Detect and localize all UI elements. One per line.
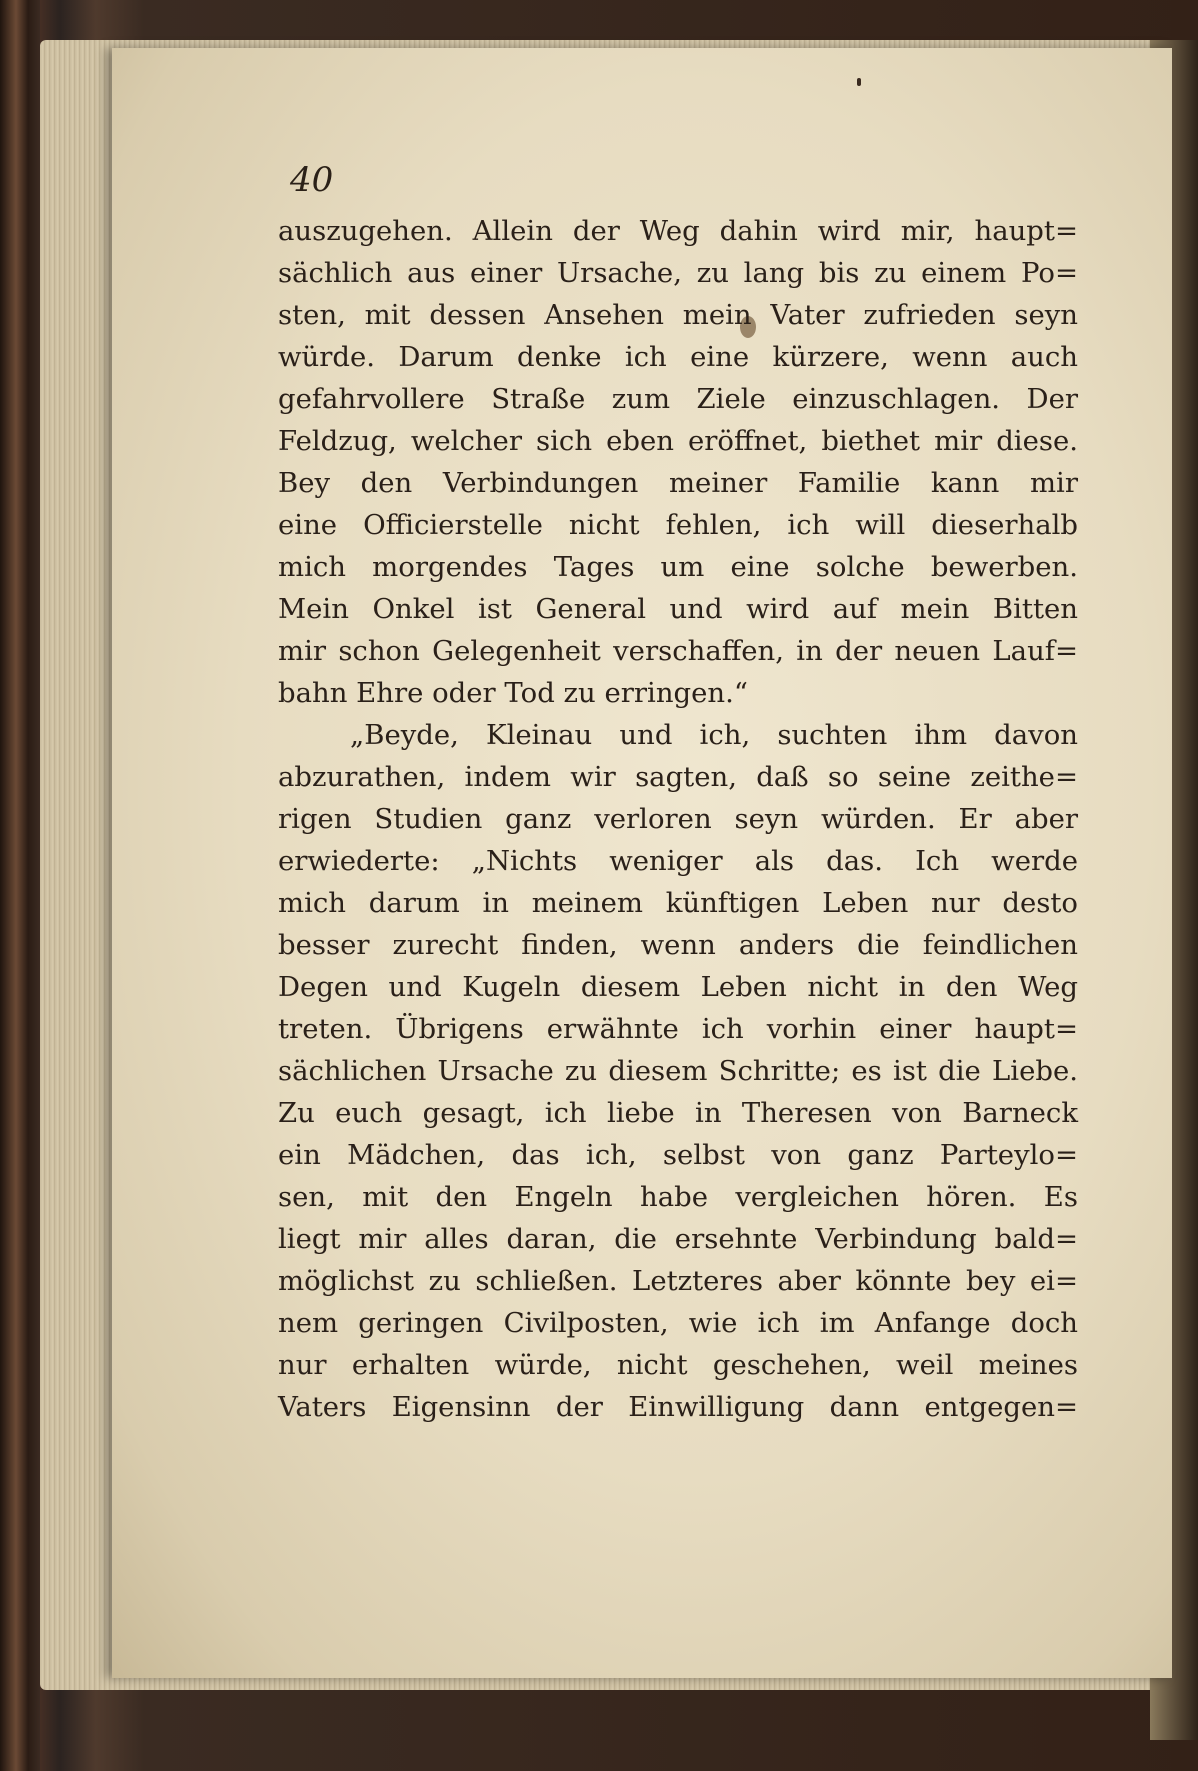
text-line: auszugehen. Allein der Weg dahin wird mir, haupt= <box>278 215 1078 247</box>
text-line: nur erhalten würde, nicht geschehen, weil meines <box>278 1349 1078 1381</box>
text-line: rigen Studien ganz verloren seyn würden. Er aber <box>278 803 1078 835</box>
text-line: Zu euch gesagt, ich liebe in Theresen von Barneck <box>278 1097 1078 1129</box>
text-line: mir schon Gelegenheit verschaffen, in der neuen Lauf= <box>278 635 1078 667</box>
text-line: mich morgendes Tages um eine solche bewerben. <box>278 551 1078 583</box>
text-line: mich darum in meinem künftigen Leben nur desto <box>278 887 1078 919</box>
text-line: Bey den Verbindungen meiner Familie kann mir <box>278 467 1078 499</box>
text-line: Vaters Eigensinn der Einwilligung dann entgegen= <box>278 1391 1078 1423</box>
text-line: sten, mit dessen Ansehen mein Vater zufrieden seyn <box>278 299 1078 331</box>
text-line: besser zurecht finden, wenn anders die feindlichen <box>278 929 1078 961</box>
page-number: 40 <box>290 160 334 200</box>
text-line: ein Mädchen, das ich, selbst von ganz Parteylo= <box>278 1139 1078 1171</box>
text-line: sächlich aus einer Ursache, zu lang bis zu einem Po= <box>278 257 1078 289</box>
text-line: sächlichen Ursache zu diesem Schritte; es ist die Liebe. <box>278 1055 1078 1087</box>
text-line: sen, mit den Engeln habe vergleichen hören. Es <box>278 1181 1078 1213</box>
text-line: treten. Übrigens erwähnte ich vorhin einer haupt= <box>278 1013 1078 1045</box>
text-line: liegt mir alles daran, die ersehnte Verbindung bald= <box>278 1223 1078 1255</box>
page-text <box>278 210 1078 1428</box>
text-line: möglichst zu schließen. Letzteres aber könnte bey ei= <box>278 1265 1078 1297</box>
text-line: Feldzug, welcher sich eben eröffnet, biethet mir diese. <box>278 425 1078 457</box>
text-line: Degen und Kugeln diesem Leben nicht in den Weg <box>278 971 1078 1003</box>
text-line: würde. Darum denke ich eine kürzere, wenn auch <box>278 341 1078 373</box>
text-line: gefahrvollere Straße zum Ziele einzuschlagen. Der <box>278 383 1078 415</box>
book-spine-edge <box>0 0 40 1771</box>
page-fleck <box>857 78 861 86</box>
text-line: abzurathen, indem wir sagten, daß so seine zeithe= <box>278 761 1078 793</box>
text-line: eine Officierstelle nicht fehlen, ich will dieserhalb <box>278 509 1078 541</box>
text-line: „Beyde, Kleinau und ich, suchten ihm davon <box>350 719 1078 751</box>
text-line: erwiederte: „Nichts weniger als das. Ich werde <box>278 845 1078 877</box>
text-line: nem geringen Civilposten, wie ich im Anfange doch <box>278 1307 1078 1339</box>
text-line: Mein Onkel ist General und wird auf mein Bitten <box>278 593 1078 625</box>
text-line: bahn Ehre oder Tod zu erringen.“ <box>278 677 748 709</box>
